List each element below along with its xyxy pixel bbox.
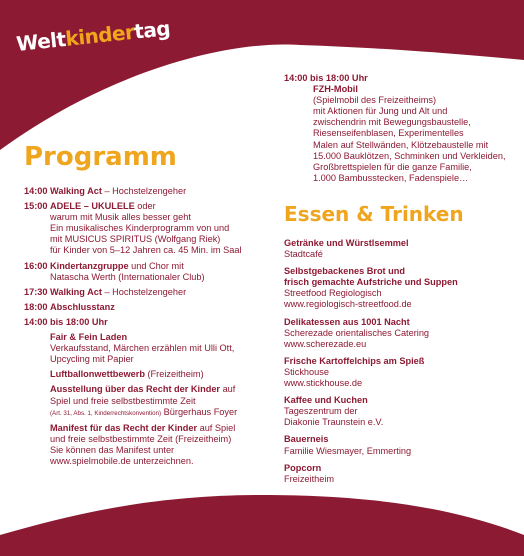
event-title	[50, 302, 270, 313]
event-title	[50, 287, 270, 298]
food-detail: www.scherezade.eu	[284, 338, 367, 349]
fzh-line: Großbrettspielen für die ganze Familie,	[313, 161, 472, 172]
program-event	[24, 302, 270, 313]
event-time: 18:00	[24, 301, 48, 312]
food-name: Bauerneis	[284, 434, 329, 445]
block-item-title	[50, 369, 270, 380]
event-content	[50, 261, 270, 283]
fzh-line: 1.000 Bambusstecken, Fadenspiele…	[313, 172, 469, 183]
food-name: Getränke und Würstlsemmel	[284, 238, 409, 248]
food-name: Delikatessen aus 1001 Nacht	[284, 316, 410, 327]
food-item	[284, 238, 508, 260]
event-name: Abschlusstanz	[50, 301, 115, 312]
event-time: 15:00	[24, 201, 48, 212]
food-detail: Scherezade orientalisches Catering	[284, 327, 430, 338]
food-detail: Stickhouse	[284, 366, 329, 377]
program-title: Programm	[24, 142, 177, 172]
food-detail: Streetfood Regiologisch	[284, 288, 382, 299]
block-item-suffix: (Freizeitheim)	[144, 369, 204, 380]
event-suffix: und Chor mit	[128, 260, 184, 271]
block-item-line: Upcycling mit Papier	[50, 354, 134, 365]
event-suffix: – Hochstelzengeher	[101, 286, 187, 297]
program-event	[24, 186, 270, 197]
food-detail: www.stickhouse.de	[284, 378, 363, 389]
food-item	[284, 317, 508, 350]
food-item	[284, 356, 508, 389]
food-detail: Familie Wiesmayer, Emmerting	[284, 445, 412, 456]
program-event	[24, 261, 270, 283]
fzh-line: mit Aktionen für Jung und Alt und	[313, 106, 448, 117]
block-item	[24, 332, 270, 365]
event-name: Walking Act	[50, 186, 102, 196]
program-event	[24, 287, 270, 298]
block-item-name: Ausstellung über das Recht der Kinder	[50, 384, 221, 395]
fzh-line: Riesenseifenblasen, Experimentelles	[313, 128, 464, 139]
block-item-title	[50, 384, 270, 395]
food-item	[284, 463, 508, 485]
block-item-line: www.spielmobile.de unterzeichnen.	[50, 455, 194, 466]
block-item-name: Fair & Fein Laden	[50, 332, 128, 343]
block-item-line: Sie können das Manifest unter	[50, 444, 175, 455]
block-item-name: Luftballonwettbewerb	[50, 369, 145, 380]
food-detail: www.regiologisch-streetfood.de	[284, 299, 412, 310]
event-name: ADELE – UKULELE	[50, 201, 135, 212]
block-item-line: und freie selbstbestimmte Zeit (Freizeitheim)	[50, 433, 232, 444]
block-item-location: Bürgerhaus Foyer	[161, 406, 238, 417]
block-item-note	[50, 407, 270, 419]
food-item	[284, 434, 508, 456]
event-content	[50, 201, 270, 256]
event-suffix: – Hochstelzengeher	[101, 186, 187, 196]
event-content	[50, 287, 270, 298]
event-title	[50, 201, 270, 212]
event-title	[50, 261, 270, 272]
event-name: Walking Act	[50, 286, 102, 297]
block-item-suffix: auf	[220, 384, 236, 395]
block-item	[24, 384, 270, 418]
event-time: 16:00	[24, 260, 48, 271]
food-name: Popcorn	[284, 462, 322, 473]
event-content	[50, 302, 270, 313]
event-line: warum mit Musik alles besser geht	[50, 212, 191, 223]
food-name: Kaffee und Kuchen	[284, 395, 368, 406]
program-event	[24, 201, 270, 256]
program-list	[24, 186, 270, 471]
block-item	[24, 369, 270, 380]
food-name: frisch gemachte Aufstriche und Suppen	[284, 277, 458, 288]
event-content	[50, 186, 270, 197]
fzh-mobil: 14:00 bis 18:00 Uhr FZH-Mobil (Spielmobil des Freizeitheims) mit Aktionen für Jung und Alt und zwischendrin mit Bewegungsbaustelle, Riesenseifenblasen, Experimentelles Malen auf Stellwänden, Klötzebaustelle mit 15.000 Bauklötzen, Schminken und Verkleiden, Großbrettspielen für die ganze Familie, 1.000 Bambusstecken, Fadenspiele…	[284, 73, 508, 184]
block-item-line: Spiel und freie selbstbestimmte Zeit	[50, 395, 196, 406]
food-item	[284, 266, 508, 310]
event-time: 17:30	[24, 286, 48, 297]
block-item-name: Manifest für das Recht der Kinder	[50, 422, 198, 433]
fzh-line: 15.000 Bauklötzen, Schminken und Verkleiden,	[313, 150, 506, 161]
block-item-suffix: auf Spiel	[197, 422, 236, 433]
weltkindertag-logo: Weltkindertag	[15, 15, 172, 57]
food-title: Essen & Trinken	[284, 202, 464, 226]
event-name: Kindertanzgruppe	[50, 260, 129, 271]
program-block: 14:00 bis 18:00 Uhr Fair & Fein Laden Verkaufsstand, Märchen erzählen mit Ulli Ott, Upcycling mit Papier Luftballonwettbewerb (Freizeitheim) Ausstellung über das Recht der Kinder auf Spiel und freie selbstbestimmte Zeit (Art. 31, Abs. 1, Kinderrechtskonvention) Bürgerhaus Foyer Manifest für das Recht der Kinder auf Spiel und freie selbstbestimmte Zeit (Freizeitheim) Sie können das Manifest unter www.spielmobile.de unterzeichnen.	[24, 317, 270, 467]
block-item-line: Verkaufsstand, Märchen erzählen mit Ulli Ott,	[50, 343, 235, 354]
food-name: Selbstgebackenes Brot und	[284, 266, 405, 277]
block-item-small: (Art. 31, Abs. 1, Kinderrechtskonvention)	[50, 409, 162, 417]
event-suffix: oder	[134, 201, 156, 212]
food-detail: Freizeitheim	[284, 473, 335, 484]
event-line: Natascha Werth (Internationaler Club)	[50, 271, 205, 282]
event-line: Ein musikalisches Kinderprogramm von und	[50, 223, 230, 234]
food-detail: Diakonie Traunstein e.V.	[284, 417, 384, 428]
event-line: für Kinder von 5–12 Jahren ca. 45 Min. im Saal	[50, 245, 242, 256]
food-detail: Stadtcafé	[284, 249, 323, 260]
food-detail: Tageszentrum der	[284, 406, 358, 417]
food-list	[284, 238, 508, 491]
fzh-line: Malen auf Stellwänden, Klötzebaustelle mit	[313, 139, 489, 150]
event-time: 14:00	[24, 186, 48, 196]
block-item	[24, 423, 270, 467]
food-name: Frische Kartoffelchips am Spieß	[284, 355, 425, 366]
block-item-title	[50, 332, 270, 343]
block-item-title	[50, 423, 270, 434]
event-line: mit MUSICUS SPIRITUS (Wolfgang Riek)	[50, 234, 221, 245]
food-item	[284, 395, 508, 428]
fzh-line: zwischendrin mit Bewegungsbaustelle,	[313, 117, 471, 128]
event-title	[50, 186, 270, 197]
fzh-line: (Spielmobil des Freizeitheims)	[313, 95, 437, 106]
